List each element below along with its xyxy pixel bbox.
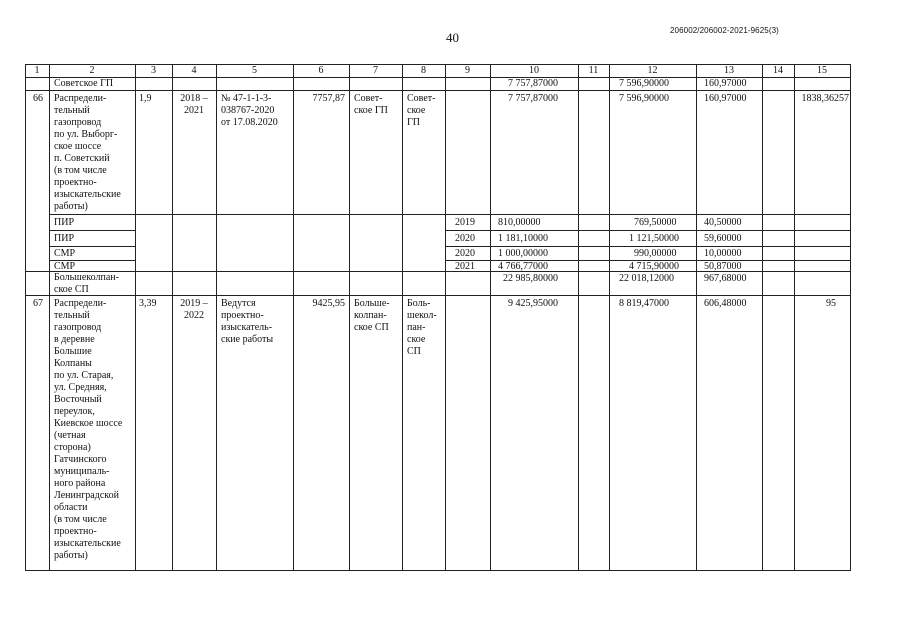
- expertise-ref: № 47-1-1-3- 038767-2020 от 17.08.2020: [221, 93, 278, 128]
- subtotal-col12: 22 018,12000: [619, 273, 674, 284]
- stage-year: 2020: [455, 248, 475, 259]
- col10-value: 7 757,87000: [508, 93, 558, 104]
- stage-year: 2019: [455, 217, 475, 228]
- col-header: 2: [89, 65, 95, 76]
- owner: Совет- ское ГП: [407, 93, 436, 128]
- col-header: 9: [465, 65, 470, 76]
- stage-col13: 10,00000: [704, 248, 742, 259]
- col15-value: 95: [826, 298, 836, 309]
- col15-value: 1838,36257: [801, 93, 849, 104]
- subtotal-col10: 7 757,87000: [508, 78, 558, 89]
- col-header: 3: [151, 65, 156, 76]
- col-header: 5: [252, 65, 257, 76]
- stage-col13: 40,50000: [704, 217, 742, 228]
- col-header: 8: [421, 65, 426, 76]
- col12-value: 7 596,90000: [619, 93, 669, 104]
- stage-col13: 59,60000: [704, 233, 742, 244]
- stage-label: СМР: [54, 261, 76, 272]
- period: 2018 – 2021: [180, 93, 208, 116]
- stage-col10: 810,00000: [498, 217, 541, 228]
- object-name: Распредели- тельный газопровод по ул. Выборг- ское шоссе п. Советский (в том числе проектно- изыскательские работы): [54, 93, 121, 212]
- stage-label: СМР: [54, 248, 76, 259]
- col-header: 13: [724, 65, 734, 76]
- stage-label: ПИР: [54, 217, 75, 228]
- col-header: 1: [34, 65, 40, 76]
- col12-value: 8 819,47000: [619, 298, 669, 309]
- customer: Больше- колпан- ское СП: [354, 298, 390, 333]
- stage-year: 2021: [455, 261, 475, 272]
- document-code: 206002/206002-2021-9625(3): [670, 26, 779, 35]
- period: 2019 – 2022: [180, 298, 208, 321]
- owner: Боль- шекол- пан- ское СП: [407, 298, 437, 357]
- stage-col13: 50,87000: [704, 261, 742, 272]
- customer: Совет- ское ГП: [354, 93, 388, 116]
- subtotal-col10: 22 985,80000: [503, 273, 558, 284]
- col-header: 7: [373, 65, 378, 76]
- col10-value: 9 425,95000: [508, 298, 558, 309]
- object-name: Распредели- тельный газопровод в деревне Большие Колпаны по ул. Старая, ул. Средняя, Восточный переулок, Киевское шоссе (четная сторона) Гатчинского муниципаль- ного района Ленинградской области (в том числе проектно- изыскательские работы): [54, 298, 123, 561]
- expertise-ref: Ведутся проектно- изыскатель- ские работы: [221, 298, 274, 345]
- col13-value: 160,97000: [704, 93, 747, 104]
- col13-value: 606,48000: [704, 298, 747, 309]
- col-header: 15: [817, 65, 827, 76]
- stage-col12: 769,50000: [634, 217, 677, 228]
- col-header: 4: [191, 65, 197, 76]
- stage-year: 2020: [455, 233, 475, 244]
- row-number: 67: [33, 298, 43, 309]
- length-km: 1,9: [139, 93, 152, 104]
- stage-col12: 1 121,50000: [629, 233, 679, 244]
- stage-col10: 1 000,00000: [498, 248, 548, 259]
- col-header: 14: [773, 65, 783, 76]
- col-header: 6: [318, 65, 324, 76]
- length-km: 3,39: [139, 298, 157, 309]
- col-header: 10: [529, 65, 539, 76]
- subtotal-label: Советское ГП: [54, 78, 114, 89]
- subtotal-col12: 7 596,90000: [619, 78, 669, 89]
- stage-col10: 1 181,10000: [498, 233, 548, 244]
- stage-col12: 990,00000: [634, 248, 677, 259]
- subtotal-label: Большеколпан- ское СП: [54, 272, 119, 295]
- subtotal-col13: 967,68000: [704, 273, 747, 284]
- stage-col10: 4 766,77000: [498, 261, 548, 272]
- cost-value: 7757,87: [312, 93, 345, 104]
- row-number: 66: [33, 93, 43, 104]
- subtotal-col13: 160,97000: [704, 78, 747, 89]
- budget-table: [25, 64, 850, 571]
- col-header: 11: [588, 65, 599, 76]
- col-header: 12: [647, 65, 658, 76]
- page-number: 40: [446, 30, 459, 45]
- stage-label: ПИР: [54, 233, 75, 244]
- cost-value: 9425,95: [312, 298, 345, 309]
- stage-col12: 4 715,90000: [629, 261, 679, 272]
